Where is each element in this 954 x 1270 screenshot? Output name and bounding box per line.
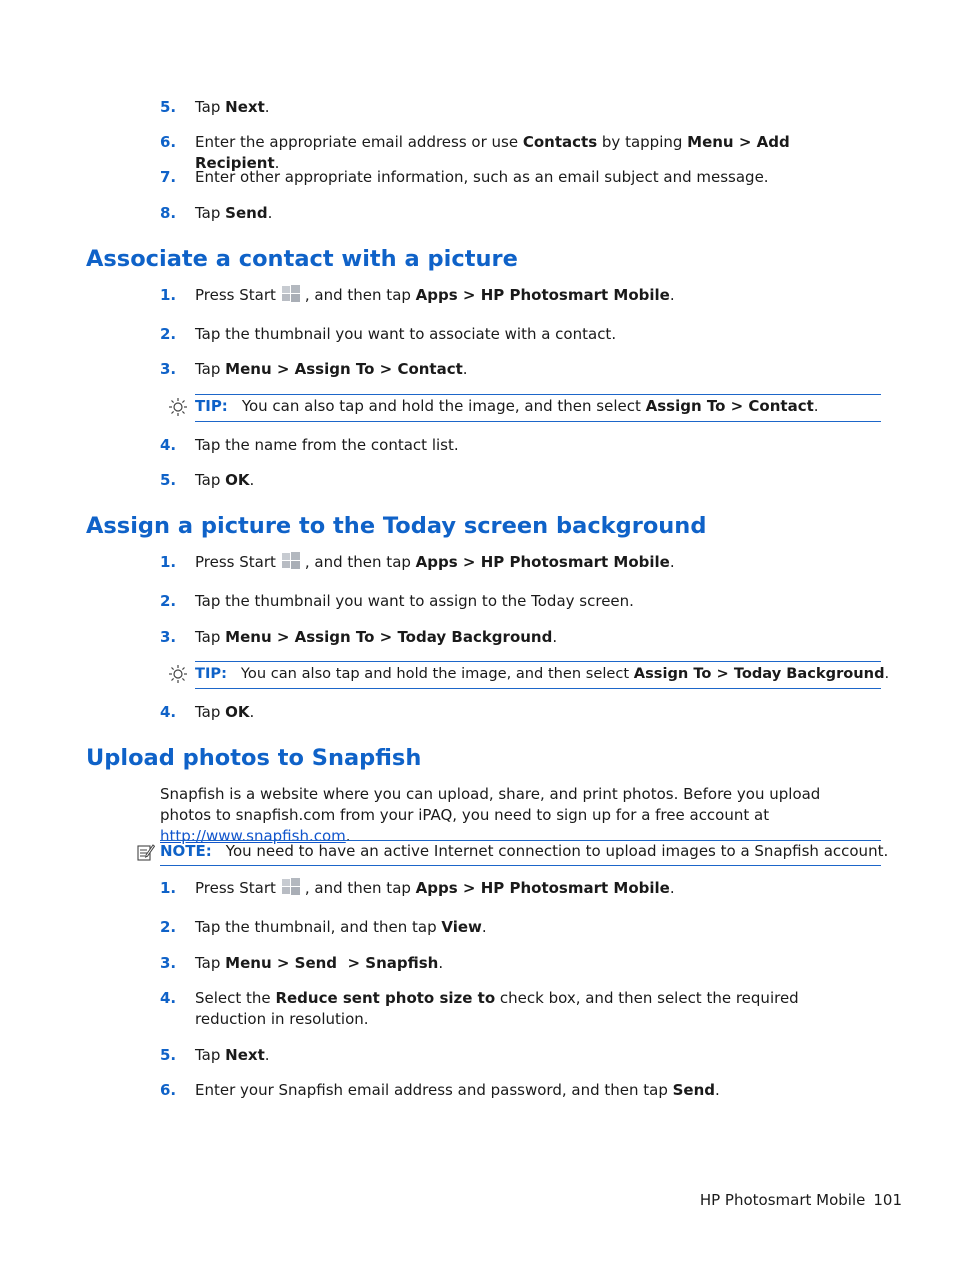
step-number: 2. xyxy=(160,592,177,610)
tip-label: TIP: xyxy=(195,665,227,682)
tip-text: TIP: You can also tap and hold the image, and then select Assign To > Today Background. xyxy=(195,665,890,682)
document-page: 5. Tap Next. 6. Enter the appropriate email address or use Contacts by tapping Menu > Add Recipient. 7. Enter other appropriate information, such as an email subject and message. 8. Tap Send. Associate a contact with a picture 1. Press Start , and then tap Apps > HP Photosmart Mobile. 2. Tap the thumbnail you want to associate with a contact. 3. Tap Menu > Assign To > Contact. TIP: You can also tap and hold the image, and then select Assign To > Contact. 4. Tap the name from the contact list. 5. Tap OK. Assign a picture to the Today screen background 1. Press Start , and then tap Apps > HP Photosmart Mobile. 2. Tap the thumbnail you want to assign to the Today screen. 3. Tap Menu > Assign To > Today Background. TIP: You can also tap and hold the image, and then select Assign To > Today Background. 4. Tap OK. Upload photos to Snapfish Snapfish is a website where you can upload, share, and print photos. Before you upload photos to snapfish.com from your iPAQ, you need to sign up for a free account at http://www.snapfish.com. NOTE: You need to have an active Internet connection to upload images to a Snapfish account. 1. Press Start , and then tap Apps > HP Photosmart Mobile. 2. Tap the thumbnail, and then tap View. 3. Tap Menu > Send > Snapfish. 4. Select the Reduce sent photo size to check box, and then select the required reduction in resolution. 5. Tap Next. 6. Enter your Snapfish email address and password, and then tap Send. HP Photosmart Mobile 101 xyxy=(86,98,902,1209)
page-footer xyxy=(700,1190,902,1211)
step-number: 3. xyxy=(160,954,177,972)
step-number: 4. xyxy=(160,703,177,721)
lightbulb-icon xyxy=(168,397,188,417)
step-number: 2. xyxy=(160,325,177,343)
tip-label: TIP: xyxy=(195,397,228,415)
step-number: 1. xyxy=(160,879,177,897)
page-number: 101 xyxy=(873,1191,902,1209)
section-heading: Assign a picture to the Today screen background xyxy=(86,513,707,539)
tip-text: TIP: You can also tap and hold the image, and then select Assign To > Contact. xyxy=(195,397,819,415)
step-number: 3. xyxy=(160,360,177,378)
step-number: 2. xyxy=(160,918,177,936)
note-text: NOTE: You need to have an active Internet connection to upload images to a Snapfish account. xyxy=(160,842,889,860)
windows-start-icon xyxy=(281,878,301,896)
step-number: 1. xyxy=(160,553,177,571)
snapfish-link[interactable]: http://www.snapfish.com xyxy=(160,827,346,845)
step-number: 1. xyxy=(160,286,177,304)
intro-paragraph: Snapfish is a website where you can upload, share, and print photos. Before you upload photos to snapfish.com from your iPAQ, you need to sign up for a free account at http://www.snapfish.com. xyxy=(160,785,821,845)
lightbulb-icon xyxy=(168,664,188,684)
step-number: 7. xyxy=(160,168,177,186)
windows-start-icon xyxy=(281,552,301,570)
step-number: 5. xyxy=(160,1046,177,1064)
step-number: 4. xyxy=(160,436,177,454)
step-number: 6. xyxy=(160,1081,177,1099)
step-number: 3. xyxy=(160,628,177,646)
step-number: 6. xyxy=(160,133,177,151)
step-number: 5. xyxy=(160,471,177,489)
footer-title: HP Photosmart Mobile xyxy=(699,1191,866,1209)
windows-start-icon xyxy=(281,285,301,303)
step-number: 5. xyxy=(160,98,177,116)
step-number: 8. xyxy=(160,204,177,222)
section-heading: Associate a contact with a picture xyxy=(86,246,518,272)
note-label: NOTE: xyxy=(160,842,212,860)
step-number: 4. xyxy=(160,989,177,1007)
section-heading: Upload photos to Snapfish xyxy=(86,745,422,771)
note-icon xyxy=(137,843,155,861)
